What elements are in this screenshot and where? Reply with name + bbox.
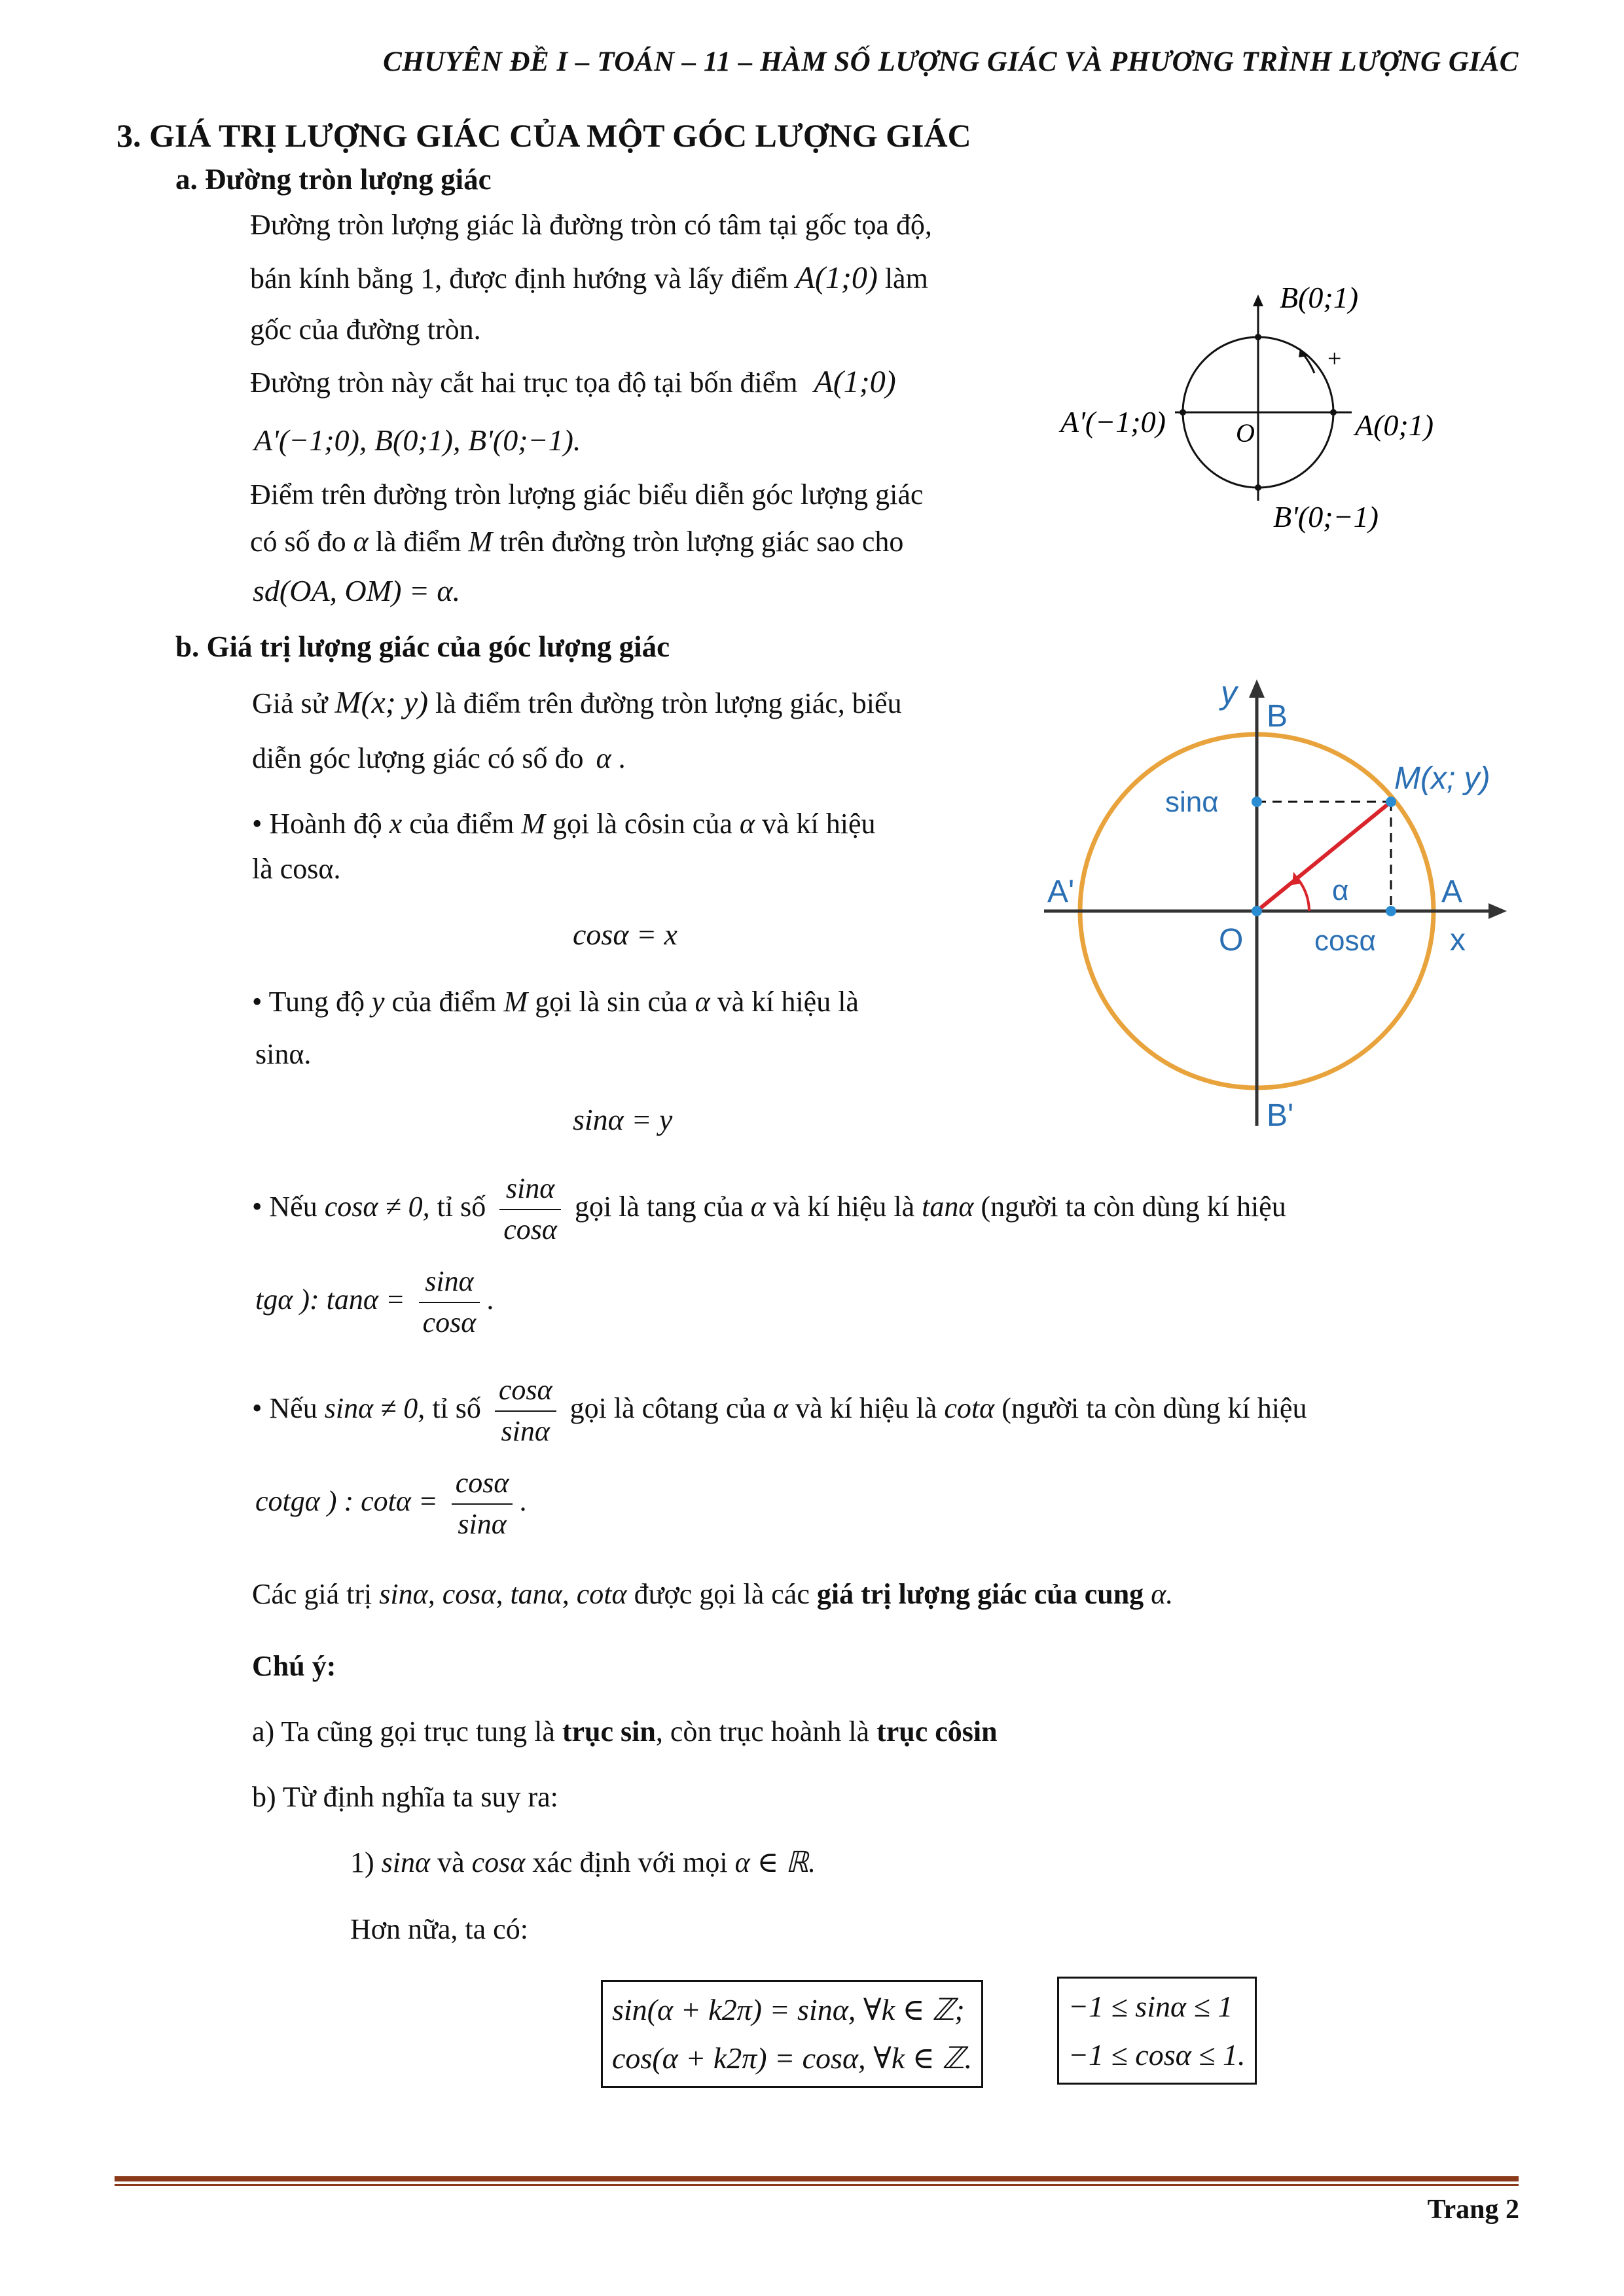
text: và kí hiệu: [761, 808, 876, 840]
point-a: [1330, 409, 1337, 416]
note-a: [252, 1715, 998, 1749]
point-a: A(1;0): [814, 365, 896, 399]
bounds-box: [1057, 1977, 1257, 2085]
text: Các giá trị: [252, 1578, 372, 1610]
tan-lhs: tanα =: [326, 1283, 405, 1316]
denominator: sinα: [501, 1414, 550, 1447]
point-m: M: [521, 808, 545, 840]
periodicity-cos: cos(α + k2π) = cosα, ∀k ∈ ℤ.: [612, 2041, 973, 2075]
point-m: M: [503, 986, 528, 1018]
cot-condition: sinα ≠ 0,: [324, 1391, 425, 1424]
label-x: x: [1450, 923, 1466, 958]
cot-symbol: cotα: [944, 1391, 995, 1424]
alpha-symbol: α: [772, 1391, 789, 1424]
periodicity-sin: sin(α + k2π) = sinα, ∀k ∈ ℤ;: [612, 1993, 965, 2026]
text: xác định với mọi: [532, 1846, 728, 1878]
bold-cos-axis: trục côsin: [876, 1715, 998, 1748]
text: • Nếu: [252, 1190, 317, 1223]
y-axis-arrow: [1253, 295, 1263, 306]
cot-def-line-2: [255, 1466, 526, 1542]
text: 1): [350, 1846, 374, 1878]
sin-formula: sinα = y: [573, 1103, 673, 1136]
point-b: [1255, 334, 1261, 340]
numerator: sinα: [499, 1172, 561, 1210]
alpha-symbol: α: [695, 986, 710, 1018]
bound-cos: −1 ≤ cosα ≤ 1.: [1068, 2037, 1246, 2072]
cot-def-line-1: [252, 1373, 1307, 1449]
text: là điểm trên đường tròn lượng giác, biểu: [435, 687, 902, 719]
text: Giả sử: [252, 687, 328, 719]
cos-def-line-2: là cosα.: [252, 853, 341, 885]
text: diễn góc lượng giác có số đo: [252, 742, 584, 774]
tan-def-line-1: [252, 1172, 1286, 1247]
part-b-title: b. Giá trị lượng giác của góc lượng giác: [175, 630, 670, 663]
summary-values: sinα, cosα, tanα, cotα: [379, 1578, 627, 1610]
text: và kí hiệu là: [772, 1190, 915, 1223]
text: (người ta còn dùng kí hiệu: [1001, 1391, 1307, 1424]
text: của điểm: [391, 986, 497, 1018]
point-a: A(1;0): [795, 260, 878, 295]
label-o: O: [1236, 418, 1255, 448]
text: của điểm: [409, 808, 514, 840]
bound-sin: −1 ≤ sinα ≤ 1: [1068, 1990, 1233, 2023]
note-b: b) Từ định nghĩa ta suy ra:: [252, 1781, 558, 1813]
text: có số đo: [250, 526, 346, 558]
page-header: CHUYÊN ĐỀ I – TOÁN – 11 – HÀM SỐ LƯỢNG GIÁC VÀ PHƯƠNG TRÌNH LƯỢNG GIÁC: [383, 46, 1519, 77]
numerator: sinα: [419, 1265, 480, 1303]
cos-formula: cosα = x: [573, 918, 677, 951]
note-title: Chú ý:: [252, 1650, 336, 1682]
tan-def-line-2: [255, 1265, 494, 1340]
label-a: A: [1441, 874, 1463, 909]
label-a-prime: A': [1047, 874, 1075, 909]
part-b-intro-2: [252, 742, 626, 776]
x-axis-arrow-icon: [1489, 903, 1507, 919]
var-x: x: [389, 808, 403, 840]
text: trên đường tròn lượng giác sao cho: [499, 526, 904, 558]
part-a-points: A'(−1;0), B(0;1), B'(0;−1).: [254, 423, 581, 457]
sin-def-line-1: [252, 985, 859, 1020]
text: , còn trục hoành là: [655, 1715, 870, 1748]
point-o: [1252, 906, 1262, 916]
point-b-prime: [1255, 484, 1261, 491]
text: là điểm: [375, 526, 461, 558]
alpha-symbol: α.: [1151, 1578, 1174, 1610]
note-item-1: [350, 1846, 816, 1880]
sin-symbol: sinα: [381, 1846, 431, 1878]
text: (người ta còn dùng kí hiệu: [981, 1190, 1286, 1223]
periodicity-box: [601, 1980, 983, 2088]
var-y: y: [371, 986, 385, 1018]
summary-line: [252, 1577, 1173, 1612]
numerator: cosα: [452, 1466, 513, 1505]
text: làm: [884, 262, 928, 295]
part-a-line-4: [250, 363, 896, 401]
cotg-symbol: cotgα ) :: [255, 1484, 354, 1517]
sin-def-line-2: sinα.: [255, 1038, 312, 1070]
text: a) Ta cũng gọi trục tung là: [252, 1715, 555, 1748]
text: gọi là tang của: [574, 1190, 744, 1223]
text: và kí hiệu là: [717, 986, 859, 1018]
label-b-prime: B': [1267, 1098, 1294, 1133]
alpha-symbol: α: [739, 808, 755, 840]
label-b: B: [1267, 699, 1288, 734]
part-a-line-6: Điểm trên đường tròn lượng giác biểu diễn góc lượng giác: [250, 478, 924, 511]
text: • Hoành độ: [252, 808, 382, 840]
text: tỉ số: [432, 1391, 481, 1424]
cot-lhs: cotα =: [361, 1484, 438, 1517]
tan-formula-fraction: [419, 1265, 480, 1340]
text: gọi là côtang của: [569, 1391, 766, 1424]
text: bán kính bằng 1, được định hướng và lấy điểm: [250, 262, 789, 295]
point-cos: [1386, 906, 1396, 916]
bold-sin-axis: trục sin: [562, 1715, 656, 1748]
alpha-condition: α ∈ ℝ.: [734, 1846, 816, 1878]
point-sin: [1252, 797, 1262, 807]
page-number: Trang 2: [1427, 2195, 1519, 2225]
text: gọi là côsin của: [552, 808, 732, 840]
alpha-symbol: α: [596, 742, 611, 774]
alpha-symbol: α: [750, 1190, 766, 1223]
cos-def-line-1: [252, 807, 876, 842]
alpha-symbol: α: [353, 526, 369, 558]
text: .: [486, 1283, 494, 1316]
tg-symbol: tgα ):: [255, 1283, 319, 1316]
label-y: y: [1221, 674, 1237, 711]
label-b: B(0;1): [1280, 281, 1359, 314]
text: .: [618, 742, 626, 774]
label-alpha: α: [1332, 874, 1349, 906]
point-m: M(x; y): [334, 685, 429, 720]
text: tỉ số: [437, 1190, 486, 1223]
part-a-line-7: [250, 525, 903, 560]
part-a-line-2: [250, 259, 928, 297]
text: • Nếu: [252, 1391, 317, 1424]
label-a-prime: A'(−1;0): [1060, 405, 1166, 439]
part-a-line-3: gốc của đường tròn.: [250, 314, 481, 346]
tan-symbol: tanα: [922, 1190, 974, 1223]
cot-fraction: [495, 1373, 556, 1449]
part-a-title: a. Đường tròn lượng giác: [175, 163, 492, 196]
part-b-intro-1: [252, 684, 902, 722]
numerator: cosα: [495, 1373, 556, 1412]
footer-rule-thick: [115, 2176, 1519, 2181]
footer-rule-thin: [115, 2184, 1519, 2186]
label-a: A(0;1): [1355, 408, 1434, 442]
note-more: Hơn nữa, ta có:: [350, 1913, 528, 1945]
cot-formula-fraction: [452, 1466, 513, 1542]
orientation-arrow-icon: [1299, 348, 1308, 357]
text: .: [519, 1484, 527, 1517]
label-o: O: [1219, 923, 1244, 958]
label-b-prime: B'(0;−1): [1273, 500, 1379, 533]
text: Đường tròn này cắt hai trục tọa độ tại bốn điểm: [250, 367, 798, 399]
label-cos: cosα: [1314, 925, 1376, 957]
summary-bold: giá trị lượng giác của cung: [816, 1578, 1144, 1610]
point-m: M: [468, 526, 493, 558]
trig-values-figure: [1041, 668, 1512, 1145]
point-m: [1386, 797, 1396, 807]
point-a-prime: [1180, 409, 1186, 416]
label-plus: +: [1327, 345, 1342, 372]
cos-symbol: cosα: [471, 1846, 526, 1878]
part-a-definition: sd(OA, OM) = α.: [253, 574, 461, 607]
text: • Tung độ: [252, 986, 365, 1018]
tan-fraction: [499, 1172, 561, 1247]
part-a-line-1: Đường tròn lượng giác là đường tròn có tâm tại gốc tọa độ,: [250, 209, 932, 241]
radius-om: [1257, 802, 1391, 911]
tan-condition: cosα ≠ 0,: [324, 1190, 430, 1223]
text: gọi là sin của: [535, 986, 688, 1018]
text: và: [437, 1846, 465, 1878]
section-title: 3. GIÁ TRỊ LƯỢNG GIÁC CỦA MỘT GÓC LƯỢNG GIÁC: [117, 117, 971, 154]
label-sin: sinα: [1165, 786, 1219, 818]
y-axis-arrow-icon: [1249, 679, 1265, 698]
unit-circle-figure: [1047, 275, 1479, 563]
denominator: cosα: [503, 1213, 557, 1246]
denominator: sinα: [458, 1507, 507, 1540]
text: được gọi là các: [634, 1578, 810, 1610]
label-m: M(x; y): [1394, 761, 1490, 796]
text: và kí hiệu là: [795, 1391, 937, 1424]
denominator: cosα: [422, 1306, 477, 1338]
